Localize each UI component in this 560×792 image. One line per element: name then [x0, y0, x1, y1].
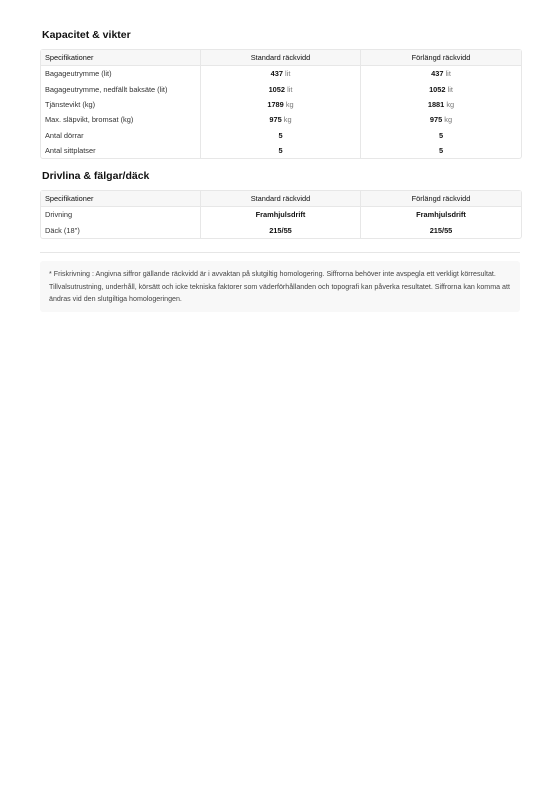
value-number: Framhjulsdrift: [255, 210, 306, 220]
table-row: [41, 143, 521, 158]
column-header-extended: Förlängd räckvidd: [361, 50, 521, 66]
extended-value-cell: [361, 143, 521, 158]
row-label: Bagageutrymme (lit): [41, 66, 201, 81]
value-number: 437: [431, 69, 444, 79]
value-number: 1052: [268, 84, 286, 94]
value-unit: kg: [285, 100, 294, 110]
value-number: 5: [278, 130, 283, 140]
value-number: Framhjulsdrift: [416, 210, 466, 220]
value-number: 215/55: [429, 225, 453, 235]
value-number: 975: [269, 115, 282, 125]
table-row: [41, 223, 521, 238]
value-number: 1789: [267, 100, 284, 110]
value-unit: lit: [285, 69, 291, 79]
column-header-specs: Specifikationer: [41, 50, 201, 66]
capacity-section-title: Kapacitet & vikter: [42, 29, 131, 41]
table-row: [41, 66, 521, 81]
capacity-table: [40, 49, 522, 159]
standard-value-cell: [201, 143, 361, 158]
table-row: [41, 97, 521, 112]
value-number: 1881: [427, 100, 445, 110]
column-header-standard: Standard räckvidd: [201, 50, 361, 66]
row-label: Drivning: [41, 207, 201, 222]
value-number: 215/55: [269, 225, 292, 235]
value-unit: kg: [283, 115, 292, 125]
column-header-standard: Standard räckvidd: [201, 191, 361, 207]
extended-value-cell: [361, 97, 521, 112]
column-header-extended: Förlängd räckvidd: [361, 191, 521, 207]
extended-value-cell: [361, 223, 521, 238]
disclaimer-box: [40, 261, 520, 312]
value-number: 5: [278, 145, 283, 155]
standard-value-cell: [201, 127, 361, 142]
value-unit: lit: [287, 84, 293, 94]
standard-value-cell: [201, 112, 361, 127]
table-header-row: [41, 191, 521, 207]
row-label: Antal sittplatser: [41, 143, 201, 158]
table-row: [41, 207, 521, 222]
standard-value-cell: [201, 66, 361, 81]
extended-value-cell: [361, 127, 521, 142]
row-label: Antal dörrar: [41, 127, 201, 142]
extended-value-cell: [361, 112, 521, 127]
value-number: 437: [270, 69, 283, 79]
table-row: [41, 82, 521, 97]
standard-value-cell: [201, 223, 361, 238]
value-unit: kg: [446, 100, 455, 110]
standard-value-cell: [201, 207, 361, 222]
extended-value-cell: [361, 207, 521, 222]
table-row: [41, 127, 521, 142]
value-unit: kg: [444, 115, 453, 125]
row-label: Max. släpvikt, bromsat (kg): [41, 112, 201, 127]
extended-value-cell: [361, 82, 521, 97]
standard-value-cell: [201, 97, 361, 112]
table-row: [41, 112, 521, 127]
value-unit: lit: [447, 84, 453, 94]
row-label: Bagageutrymme, nedfällt baksäte (lit): [41, 82, 201, 97]
extended-value-cell: [361, 66, 521, 81]
value-number: 1052: [429, 84, 446, 94]
row-label: Tjänstevikt (kg): [41, 97, 201, 112]
value-number: 5: [438, 130, 444, 140]
value-unit: lit: [445, 69, 451, 79]
row-label: Däck (18''): [41, 223, 201, 238]
column-header-specs: Specifikationer: [41, 191, 201, 207]
drivetrain-table: [40, 190, 522, 239]
value-number: 975: [429, 115, 443, 125]
value-number: 5: [438, 145, 444, 155]
standard-value-cell: [201, 82, 361, 97]
disclaimer-text: * Friskrivning : Angivna siffror gällande räckvidd är i avvaktan på slutgiltig homologering. Siffrorna behöver inte avspegla ett verkligt körresultat. Tillvalsutrustning, underhåll, körsätt och icke tekniska faktorer som väderförhållanden och topografi kan påverka resultatet. Siffrorna kan komma att ändras vid den slutgiltiga homologeringen.: [49, 270, 510, 303]
section-divider: [40, 252, 520, 253]
table-header-row: [41, 50, 521, 66]
drivetrain-section-title: Drivlina & fälgar/däck: [42, 170, 150, 182]
